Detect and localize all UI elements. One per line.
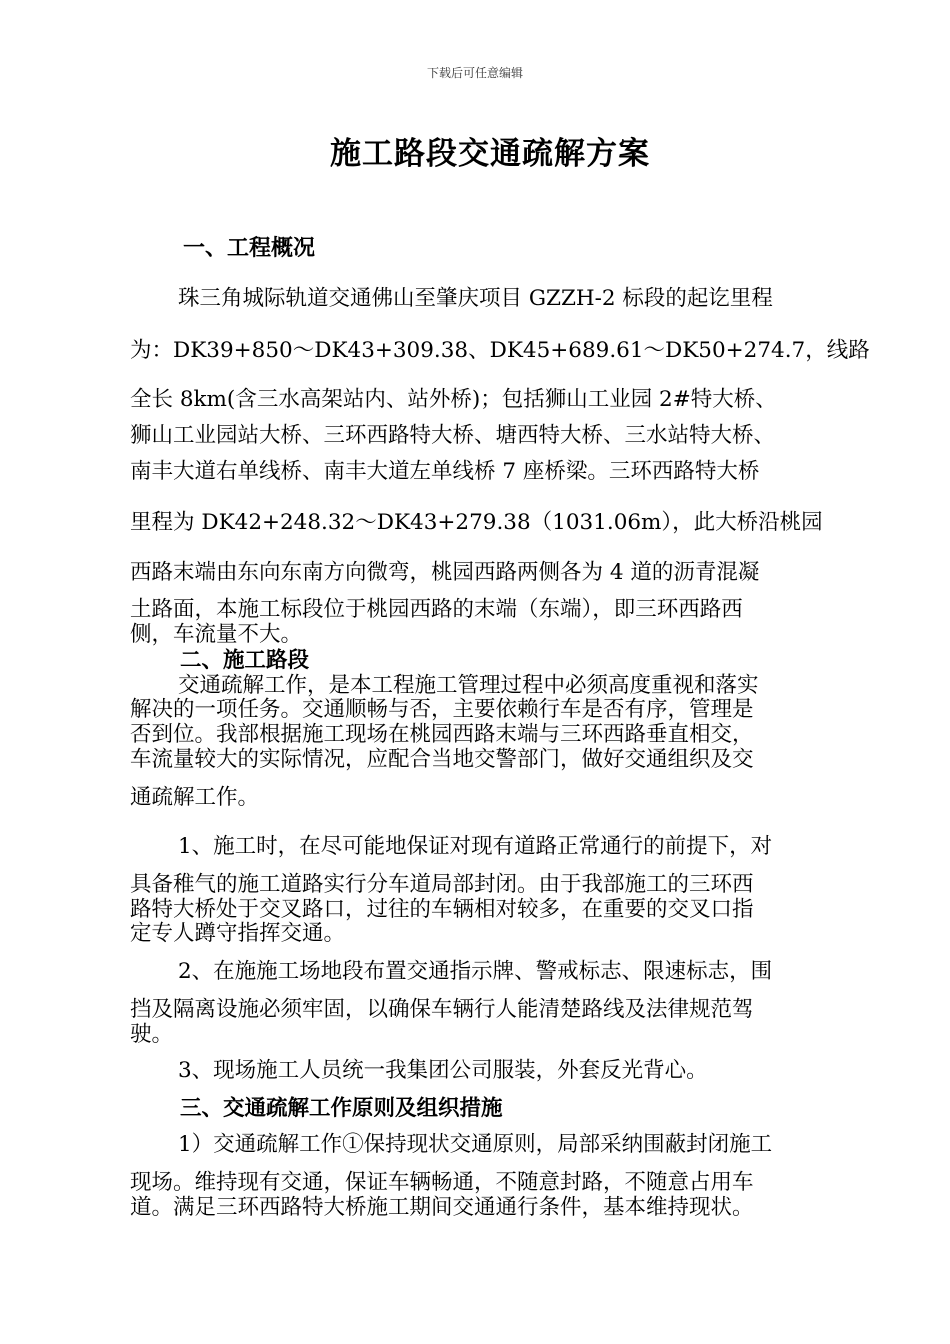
- paragraph-line: 1）交通疏解工作①保持现状交通原则，局部采纳围蔽封闭施工: [178, 1132, 773, 1157]
- paragraph-line: 道。满足三环西路特大桥施工期间交通通行条件，基本维持现状。: [130, 1195, 754, 1220]
- paragraph-line: 珠三角城际轨道交通佛山至肇庆项目 GZZH-2 标段的起讫里程: [178, 286, 773, 311]
- paragraph-line: 挡及隔离设施必须牢固，以确保车辆行人能清楚路线及法律规范驾: [130, 997, 754, 1022]
- paragraph-line: 否到位。我部根据施工现场在桃园西路末端与三环西路垂直相交，: [130, 722, 754, 747]
- paragraph-line: 解决的一项任务。交通顺畅与否，主要依赖行车是否有序，管理是: [130, 697, 754, 722]
- paragraph-line: 狮山工业园站大桥、三环西路特大桥、塘西特大桥、三水站特大桥、: [130, 423, 776, 448]
- paragraph-line: 侧，车流量不大。: [130, 622, 303, 647]
- section-heading-road-section: 二、施工路段: [180, 648, 310, 673]
- paragraph-line: 3、现场施工人员统一我集团公司服装，外套反光背心。: [178, 1058, 708, 1083]
- paragraph-line: 车流量较大的实际情况，应配合当地交警部门，做好交通组织及交: [130, 747, 754, 772]
- paragraph-line: 土路面，本施工标段位于桃园西路的末端（东端），即三环西路西: [130, 597, 743, 622]
- section-heading-principles: 三、交通疏解工作原则及组织措施: [180, 1096, 503, 1121]
- paragraph-line: 南丰大道右单线桥、南丰大道左单线桥 7 座桥梁。三环西路特大桥: [130, 459, 760, 484]
- paragraph-line: 具备稚气的施工道路实行分车道局部封闭。由于我部施工的三环西: [130, 872, 754, 897]
- paragraph-line: 1、施工时，在尽可能地保证对现有道路正常通行的前提下，对: [178, 834, 773, 859]
- paragraph-line: 路特大桥处于交叉路口，过往的车辆相对较多，在重要的交叉口指: [130, 897, 754, 922]
- paragraph-line: 现场。维持现有交通，保证车辆畅通，不随意封路，不随意占用车: [130, 1170, 754, 1195]
- paragraph-line: 里程为 DK42+248.32～DK43+279.38（1031.06m），此大桥沿桃园: [130, 510, 823, 535]
- paragraph-line: 为：DK39+850～DK43+309.38、DK45+689.61～DK50+274.7，线路: [130, 338, 870, 363]
- paragraph-line: 通疏解工作。: [130, 785, 260, 810]
- header-note: 下载后可任意编辑: [426, 66, 523, 80]
- paragraph-line: 定专人蹲守指挥交通。: [130, 921, 346, 946]
- paragraph-line: 西路末端由东向东南方向微弯，桃园西路两侧各为 4 道的沥青混凝: [130, 560, 760, 585]
- document-title: 施工路段交通疏解方案: [330, 136, 650, 172]
- paragraph-line: 驶。: [130, 1022, 174, 1047]
- paragraph-line: 交通疏解工作，是本工程施工管理过程中必须高度重视和落实: [178, 673, 759, 698]
- section-heading-overview: 一、工程概况: [183, 235, 316, 261]
- paragraph-line: 全长 8km(含三水高架站内、站外桥)；包括狮山工业园 2#特大桥、: [130, 387, 777, 412]
- paragraph-line: 2、在施施工场地段布置交通指示牌、警戒标志、限速标志，围: [178, 959, 773, 984]
